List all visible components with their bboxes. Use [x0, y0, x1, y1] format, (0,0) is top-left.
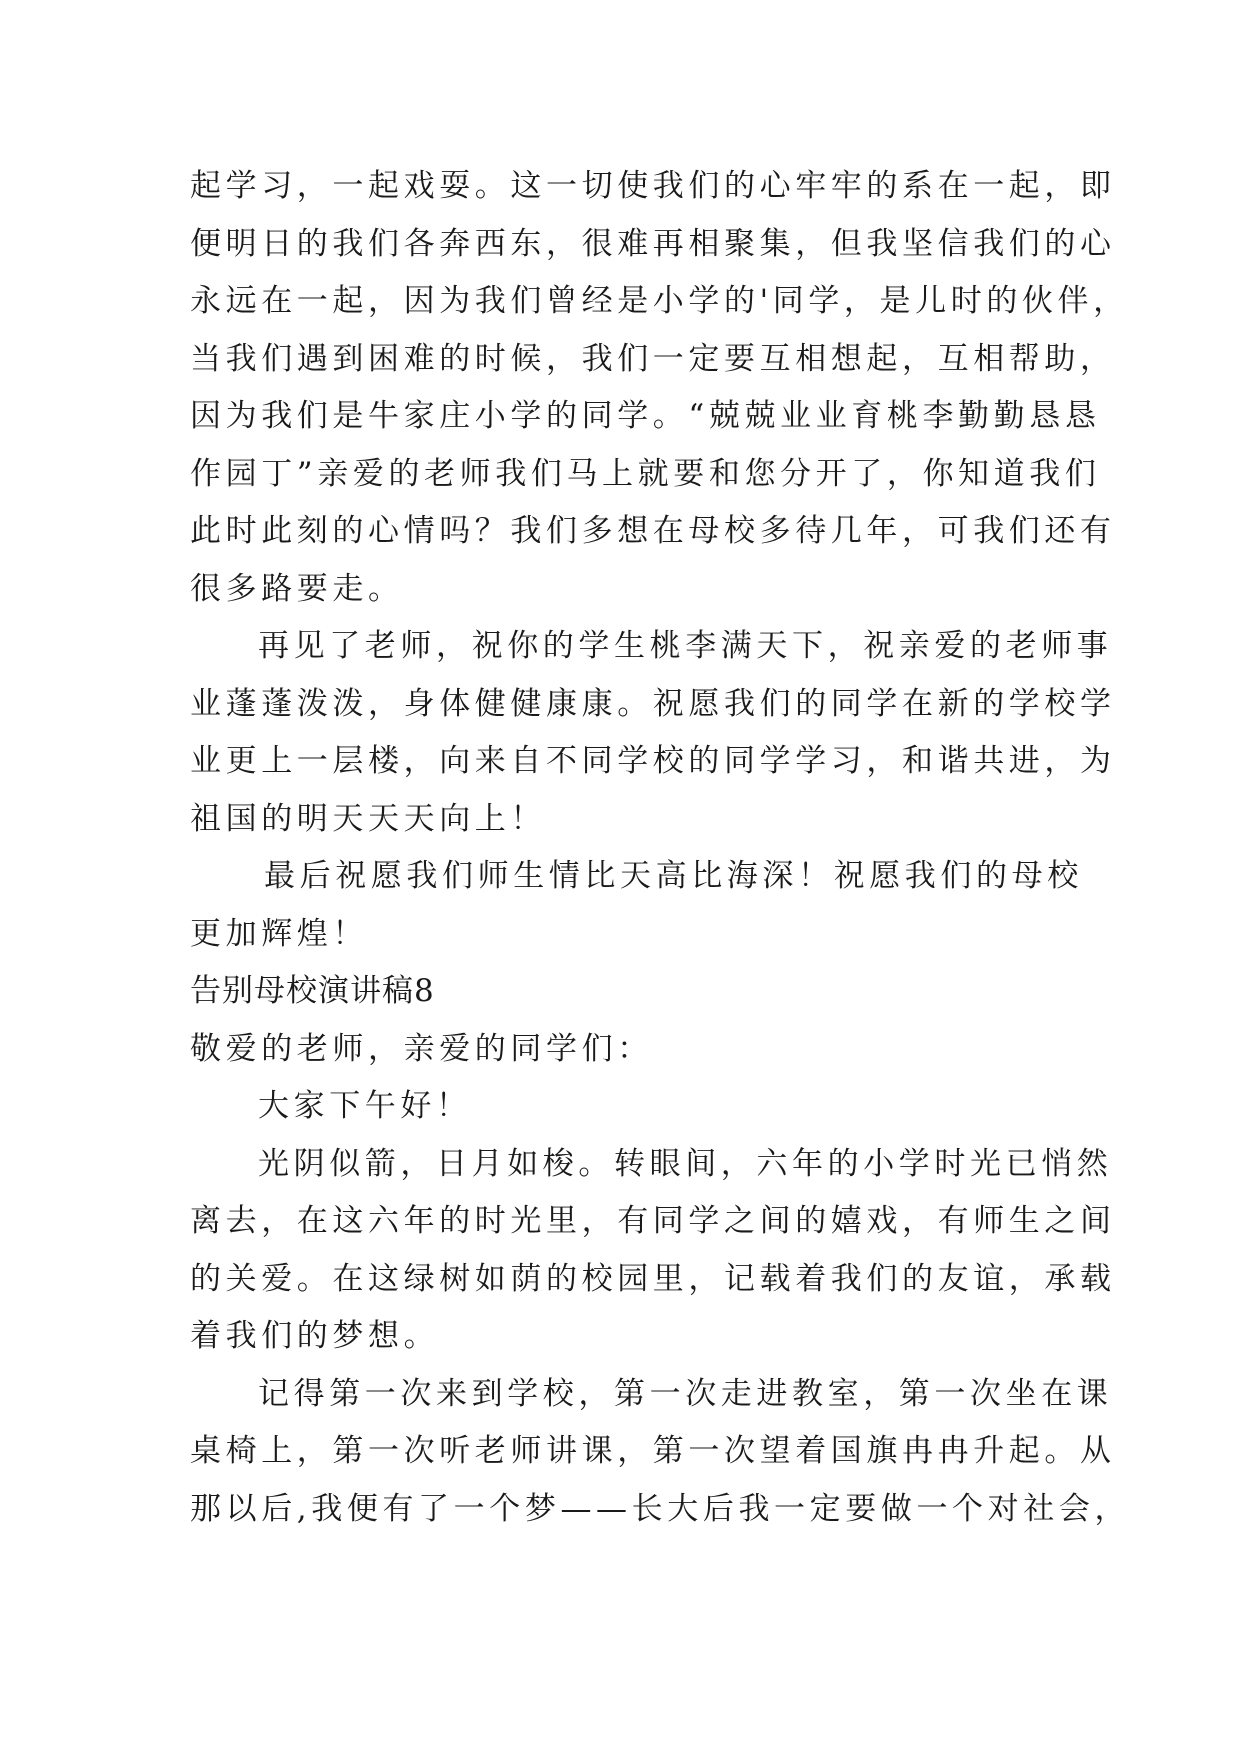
paragraph-line: 离去，在这六年的时光里，有同学之间的嬉戏，有师生之间 — [190, 1203, 1116, 1239]
paragraph-line: 业更上一层楼，向来自不同学校的同学学习，和谐共进，为 — [190, 743, 1116, 779]
paragraph-line: 更加辉煌！ — [190, 915, 368, 952]
paragraph-line: 起学习，一起戏耍。这一切使我们的心牢牢的系在一起，即 — [190, 168, 1116, 204]
paragraph-line: 因为我们是牛家庄小学的同学。“兢兢业业育桃李勤勤恳恳 — [190, 398, 1101, 434]
paragraph-line: 永远在一起，因为我们曾经是小学的'同学，是儿时的伙伴， — [190, 283, 1129, 319]
section-heading: 告别母校演讲稿8 — [190, 973, 435, 1009]
paragraph-line: 当我们遇到困难的时候，我们一定要互相想起，互相帮助， — [190, 340, 1116, 377]
paragraph-line: 再见了老师，祝你的学生桃李满天下，祝亲爱的老师事 — [258, 628, 1113, 664]
salutation-line: 敬爱的老师，亲爱的同学们： — [190, 1030, 653, 1067]
paragraph-line: 业蓬蓬泼泼，身体健健康康。祝愿我们的同学在新的学校学 — [190, 685, 1116, 722]
paragraph-line: 便明日的我们各奔西东，很难再相聚集，但我坚信我们的心 — [190, 225, 1116, 262]
paragraph-line: 此时此刻的心情吗？我们多想在母校多待几年，可我们还有 — [190, 513, 1116, 549]
paragraph-line: 光阴似箭，日月如梭。转眼间，六年的小学时光已悄然 — [258, 1145, 1113, 1182]
paragraph-line: 着我们的梦想。 — [190, 1318, 440, 1354]
paragraph-line: 那以后,我便有了一个梦——长大后我一定要做一个对社会， — [190, 1490, 1131, 1527]
paragraph-line: 祖国的明天天天向上！ — [190, 800, 546, 837]
paragraph-line: 桌椅上，第一次听老师讲课，第一次望着国旗冉冉升起。从 — [190, 1433, 1116, 1469]
greeting-line: 大家下午好！ — [258, 1088, 472, 1124]
paragraph-line: 作园丁”亲爱的老师我们马上就要和您分开了，你知道我们 — [190, 455, 1101, 492]
document-body — [190, 158, 1131, 1538]
paragraph-line: 最后祝愿我们师生情比天高比海深！祝愿我们的母校 — [264, 858, 1083, 894]
paragraph-line: 的关爱。在这绿树如荫的校园里，记载着我们的友谊，承载 — [190, 1260, 1116, 1297]
paragraph-line: 记得第一次来到学校，第一次走进教室，第一次坐在课 — [258, 1375, 1113, 1412]
paragraph-line: 很多路要走。 — [190, 570, 404, 607]
